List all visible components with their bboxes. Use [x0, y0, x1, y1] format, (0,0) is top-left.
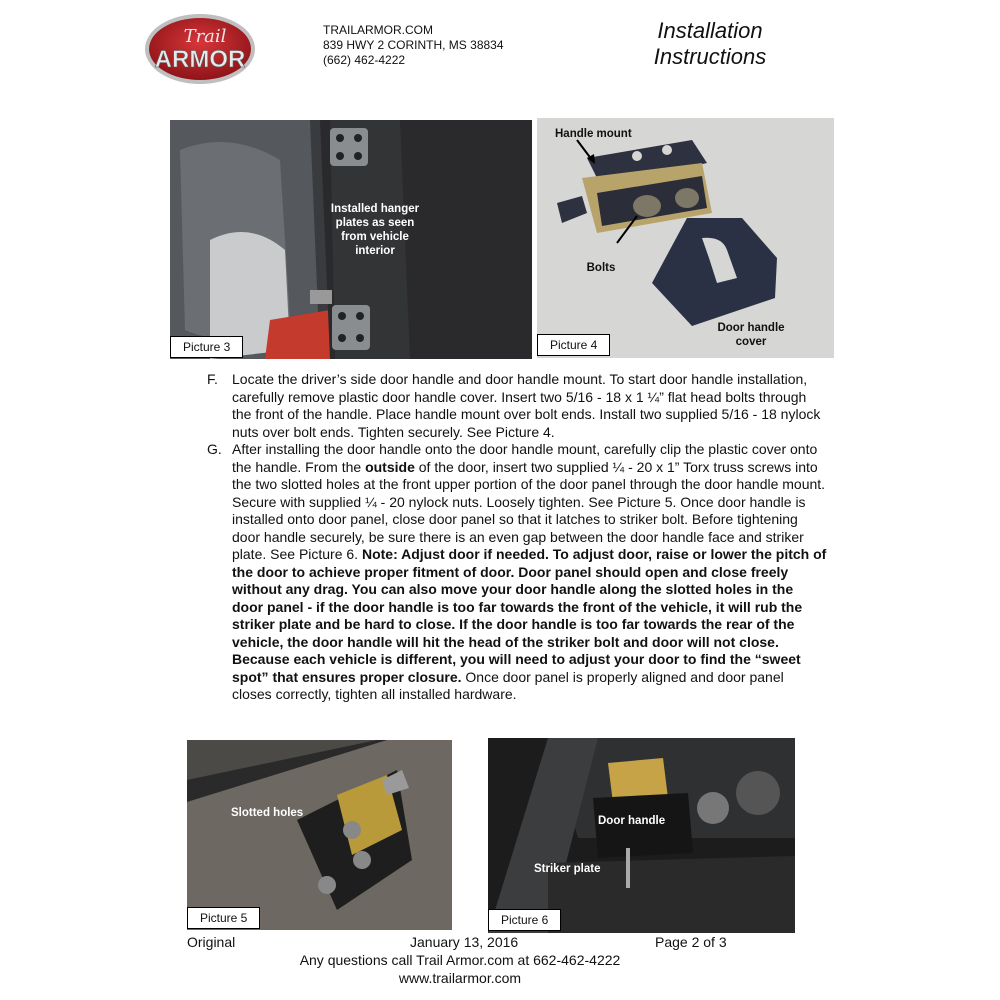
- svg-text:Trail: Trail: [183, 26, 227, 47]
- footer-original: Original: [187, 934, 236, 950]
- svg-text:ARMOR: ARMOR: [154, 46, 246, 73]
- picture-6-photo: [488, 738, 795, 933]
- company-phone: (662) 462-4222: [323, 53, 406, 67]
- bolts-label: Bolts: [586, 262, 616, 274]
- step-g: [207, 441, 827, 704]
- company-website: TRAILARMOR.COM: [323, 23, 434, 37]
- handle-mount-label: Handle mount: [555, 128, 632, 140]
- document-title: Installation Instructions: [653, 18, 767, 69]
- step-g-text: After installing the door handle onto the door handle mount, carefully clip the plastic cover onto the handle. From the outside of the door, insert two supplied ¼ - 20 x 1” Torx truss screws into the two slotted holes at the front upper portion of the door panel through the door handle mount. Secure with supplied ¼ - 20 nylock nuts. Loosely tighten. See Picture 5. Once door handle is installed onto door panel, close door panel so that it latches to striker bolt. Before tightening door handle securely, be sure there is an even gap between the door handle face and striker plate. See Picture 6. Note: Adjust door if needed. To adjust door, raise or lower the pitch of the door to achieve proper fitment of door. Door panel should open and close freely without any drag. You can also move your door handle along the slotted holes in the door panel - if the door handle is too far towards the front of the vehicle, it will rub the striker plate and be hard to close. If the door handle is too far towards the rear of the vehicle, the door handle will hit the head of the striker bolt and door will not close. Because each vehicle is different, you will need to adjust your door to find the “sweet spot” that ensures proper closure. Once door panel is properly aligned and door panel closes correctly, tighten all installed hardware.: [232, 441, 827, 702]
- company-address: 839 HWY 2 CORINTH, MS 38834: [323, 38, 504, 52]
- picture-3-caption: Installed hanger plates as seen from vehicle interior: [330, 203, 420, 257]
- step-f: [207, 371, 827, 441]
- picture-3-photo: [170, 120, 532, 359]
- slotted-holes-label: Slotted holes: [231, 807, 304, 819]
- trail-armor-logo: [143, 12, 257, 86]
- door-handle-label: Door handle: [598, 815, 666, 827]
- striker-plate-label: Striker plate: [534, 863, 601, 875]
- footer-questions: Any questions call Trail Armor.com at 662-462-4222: [299, 952, 621, 968]
- picture-6-label: Picture 6: [488, 909, 561, 931]
- door-handle-cover-label: Door handle cover: [717, 322, 785, 348]
- picture-4-photo: [537, 118, 834, 358]
- company-info: [323, 23, 504, 68]
- footer-website: www.trailarmor.com: [398, 970, 522, 986]
- step-g-letter: G.: [207, 441, 222, 457]
- picture-5-photo: [187, 740, 452, 930]
- instructions-body: [207, 371, 827, 704]
- step-g-note: Note: Adjust door if needed. To adjust door, raise or lower the pitch of the door to achieve proper fitment of door. Door panel should open and close freely without any drag. You can also move your door handle along the slotted holes in the door panel - if the door handle is too far towards the front of the vehicle, it will rub the striker plate and be hard to close. If the door handle is too far towards the rear of the vehicle, the door handle will hit the head of the striker bolt and door will not close. Because each vehicle is different, you will need to adjust your door to find the “sweet spot” that ensures proper closure.: [232, 546, 827, 685]
- picture-4-label: Picture 4: [537, 334, 610, 356]
- picture-3-label: Picture 3: [170, 336, 243, 358]
- footer-date: January 13, 2016: [410, 934, 519, 950]
- footer-page-number: Page 2 of 3: [655, 934, 727, 950]
- step-f-letter: F.: [207, 371, 218, 387]
- step-f-text: Locate the driver’s side door handle and door handle mount. To start door handle installation, carefully remove plastic door handle cover. Insert two 5/16 - 18 x 1 ¼” flat head bolts through the front of the handle. Place handle mount over bolt ends. Install two supplied 5/16 - 18 nylock nuts over bolt ends. Tighten securely. See Picture 4.: [232, 371, 821, 440]
- picture-5-label: Picture 5: [187, 907, 260, 929]
